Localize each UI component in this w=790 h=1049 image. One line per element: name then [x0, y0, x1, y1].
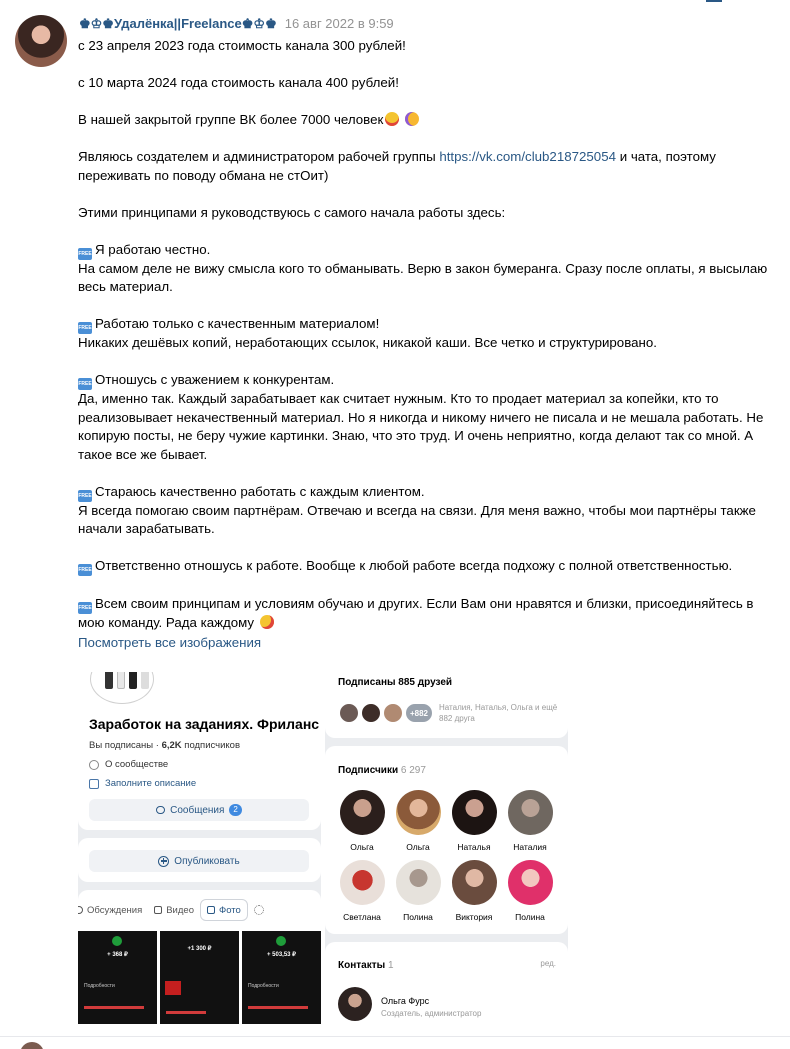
profile-screenshot [325, 672, 568, 1024]
subscriber-avatar [340, 790, 385, 835]
friends-card [325, 672, 568, 738]
photo-amount: + 503,53 ₽ [266, 952, 296, 958]
group-size-text: В нашей закрытой группе ВК более 7000 человек [78, 112, 384, 127]
contacts-title [338, 960, 394, 971]
subscriber-name: Полина [403, 912, 433, 922]
free-icon: FREE [78, 378, 92, 390]
subscribers-title [338, 765, 426, 776]
photo-amount: + 368 ₽ [107, 952, 128, 958]
redaction-mark [165, 981, 181, 995]
subscriber-avatar [508, 860, 553, 905]
price-line-2: с 10 марта 2024 года стоимость канала 400 рублей! [78, 75, 399, 90]
heart-eyes-emoji [385, 112, 399, 126]
principle-6 [78, 595, 778, 633]
subscriber-name: Полина [515, 912, 545, 922]
tab-photo [200, 899, 248, 921]
post-date[interactable]: 16 авг 2022 в 9:59 [284, 16, 394, 31]
subscriber-name: Наталья [457, 842, 491, 852]
contacts-count: 1 [387, 960, 394, 971]
bank-logo-icon [112, 936, 122, 946]
contact-role: Создатель, администратор [381, 1009, 482, 1018]
group-avatar [90, 672, 154, 704]
subscriber-avatar [396, 860, 441, 905]
redaction-mark [84, 1006, 144, 1009]
redaction-mark [248, 1006, 308, 1009]
messages-count-badge: 2 [229, 804, 241, 816]
principles-intro: Этими принципами я руководствуюсь с самого начала работы здесь: [78, 204, 506, 220]
free-icon: FREE [78, 564, 92, 576]
photo-grid [78, 931, 321, 1024]
contact-avatar [338, 987, 372, 1021]
subscriber-name: Светлана [343, 912, 381, 922]
subscriber [505, 790, 555, 852]
group-media-card [78, 890, 321, 1024]
friend-avatar [360, 702, 382, 724]
messages-label: Сообщения [170, 804, 225, 816]
publish-label: Опубликовать [174, 855, 240, 867]
free-icon: FREE [78, 490, 92, 502]
friend-avatar [338, 702, 360, 724]
message-icon [156, 806, 165, 814]
author-avatar[interactable] [15, 15, 67, 67]
principle-3 [78, 371, 778, 464]
photo-thumb [78, 931, 157, 1024]
principle-text: Я всегда помогаю своим партнёрам. Отвечаю и всегда на связи. Для меня важно, чтобы мои партнёры также начали зарабатывать. [78, 502, 756, 536]
principle-1 [78, 241, 778, 297]
edit-link: ред. [540, 959, 556, 968]
group-size-line [78, 111, 778, 130]
author-name[interactable]: ♚♔♚Удалёнка||Freelance♚♔♚ [79, 16, 277, 31]
subscriber [337, 860, 387, 922]
gear-icon [254, 905, 264, 915]
principle-text: Да, именно так. Каждый зарабатывает как считает нужным. Кто то продает материал за копейки, кто то реализовывает некачественный материал. Но я никогда и никому ничего не писала и не мешала работать. Не копирую посты, не беру чужие картинки. Знаю, что это труд. И очень неприятно, когда делают так со мной. А такое все же бывает. [78, 391, 764, 462]
fill-description [89, 778, 196, 789]
group-screenshot [78, 672, 321, 1024]
bank-logo-icon [276, 936, 286, 946]
messages-button [89, 799, 309, 821]
friends-title: Подписаны 885 друзей [338, 677, 453, 688]
principle-title: Ответственно отношусь к работе. Вообще к любой работе всегда подхожу с полной ответственностью. [95, 558, 733, 573]
party-emoji [405, 112, 419, 126]
subscriber-name: Наталия [513, 842, 547, 852]
subscriber-name: Виктория [455, 912, 493, 922]
principle-text: Никаких дешёвых копий, неработающих ссылок, никакой каши. Все четко и структурировано. [78, 335, 657, 350]
next-post-avatar[interactable] [20, 1042, 44, 1049]
kiss-emoji [260, 615, 274, 629]
photo-label: Подробности [84, 983, 115, 989]
principle-title: Отношусь с уважением к конкурентам. [95, 372, 335, 387]
admin-line [78, 148, 778, 185]
contact-name: Ольга Фурс [381, 996, 430, 1006]
publish-card [78, 838, 321, 882]
principle-title: Я работаю честно. [95, 241, 211, 257]
top-divider [0, 0, 790, 2]
photo-amount: +1 300 ₽ [187, 946, 212, 952]
free-icon: FREE [78, 602, 92, 614]
group-subscribed [89, 740, 240, 751]
photo-thumb [160, 931, 239, 1024]
subscribers-word: подписчиков [181, 740, 241, 751]
subscriber [449, 790, 499, 852]
group-link[interactable]: https://vk.com/club218725054 [439, 149, 616, 164]
subscriber [337, 790, 387, 852]
friends-more-badge: +882 [404, 702, 434, 724]
post-text [78, 37, 778, 653]
photo-icon [207, 906, 215, 914]
subscribers-count: 6,2K [161, 740, 182, 751]
subscriber [449, 860, 499, 922]
subscribed-label: Вы подписаны · [89, 740, 162, 751]
photo-thumb [242, 931, 321, 1024]
subscriber [393, 860, 443, 922]
video-icon [154, 906, 162, 914]
group-title: Заработок на заданиях. Фриланс [89, 716, 320, 732]
principle-4 [78, 483, 778, 539]
publish-button [89, 850, 309, 872]
subscribers-count: 6 297 [400, 765, 426, 776]
principle-title: Работаю только с качественным материалом! [95, 316, 380, 331]
free-icon: FREE [78, 322, 92, 334]
subscriber [505, 860, 555, 922]
subscriber-avatar [396, 790, 441, 835]
about-group [89, 759, 168, 770]
info-icon [89, 760, 99, 770]
active-tab-indicator [706, 0, 722, 2]
about-label: О сообществе [105, 759, 169, 770]
group-tabs [78, 899, 321, 921]
subscribers-label: Подписчики [338, 765, 399, 776]
post-divider [0, 1036, 790, 1037]
principle-title: Всем своим принципам и условиям обучаю и других. Если Вам они нравятся и близки, присоединяйтесь в мою команду. Рада каждому [78, 595, 754, 630]
discussions-icon [78, 906, 83, 914]
post-header [79, 16, 394, 32]
principle-5 [78, 557, 778, 576]
subscriber-name: Ольга [406, 842, 430, 852]
free-icon: FREE [78, 248, 92, 260]
friends-names: Наталия, Наталья, Ольга и ещё 882 друга [439, 703, 558, 723]
plus-circle-icon [158, 856, 169, 867]
subscriber [393, 790, 443, 852]
friend-avatar [382, 702, 404, 724]
edit-icon [89, 779, 99, 789]
fill-description-label: Заполните описание [105, 778, 197, 789]
tab-video [148, 899, 200, 921]
principle-text: На самом деле не вижу смысла кого то обманывать. Верю в закон бумеранга. Сразу после оплаты, я высылаю весь материал. [78, 260, 768, 294]
admin-text-after: и чата, поэтому переживать по поводу обмана не стОит) [78, 149, 716, 183]
subscribers-card [325, 746, 568, 934]
redaction-mark [166, 1011, 206, 1014]
subscriber-avatar [508, 790, 553, 835]
subscriber-avatar [452, 790, 497, 835]
photo-label: Подробности [248, 983, 279, 989]
contacts-label: Контакты [338, 960, 386, 971]
tab-label: Обсуждения [87, 904, 143, 916]
tab-discussions [78, 899, 148, 921]
principle-2 [78, 315, 778, 353]
show-all-images-link[interactable]: Посмотреть все изображения [78, 635, 262, 650]
subscriber-avatar [340, 860, 385, 905]
subscriber-name: Ольга [350, 842, 374, 852]
admin-text-before: Являюсь создателем и администратором рабочей группы [78, 149, 440, 164]
price-line-1: с 23 апреля 2023 года стоимость канала 300 рублей! [78, 38, 406, 53]
tab-label: Фото [218, 904, 241, 916]
principle-title: Стараюсь качественно работать с каждым клиентом. [95, 483, 425, 499]
contacts-card [325, 942, 568, 1024]
group-card [78, 672, 321, 830]
subscriber-avatar [452, 860, 497, 905]
tab-label: Видео [166, 904, 194, 916]
post-image-attachment[interactable] [78, 672, 568, 1024]
